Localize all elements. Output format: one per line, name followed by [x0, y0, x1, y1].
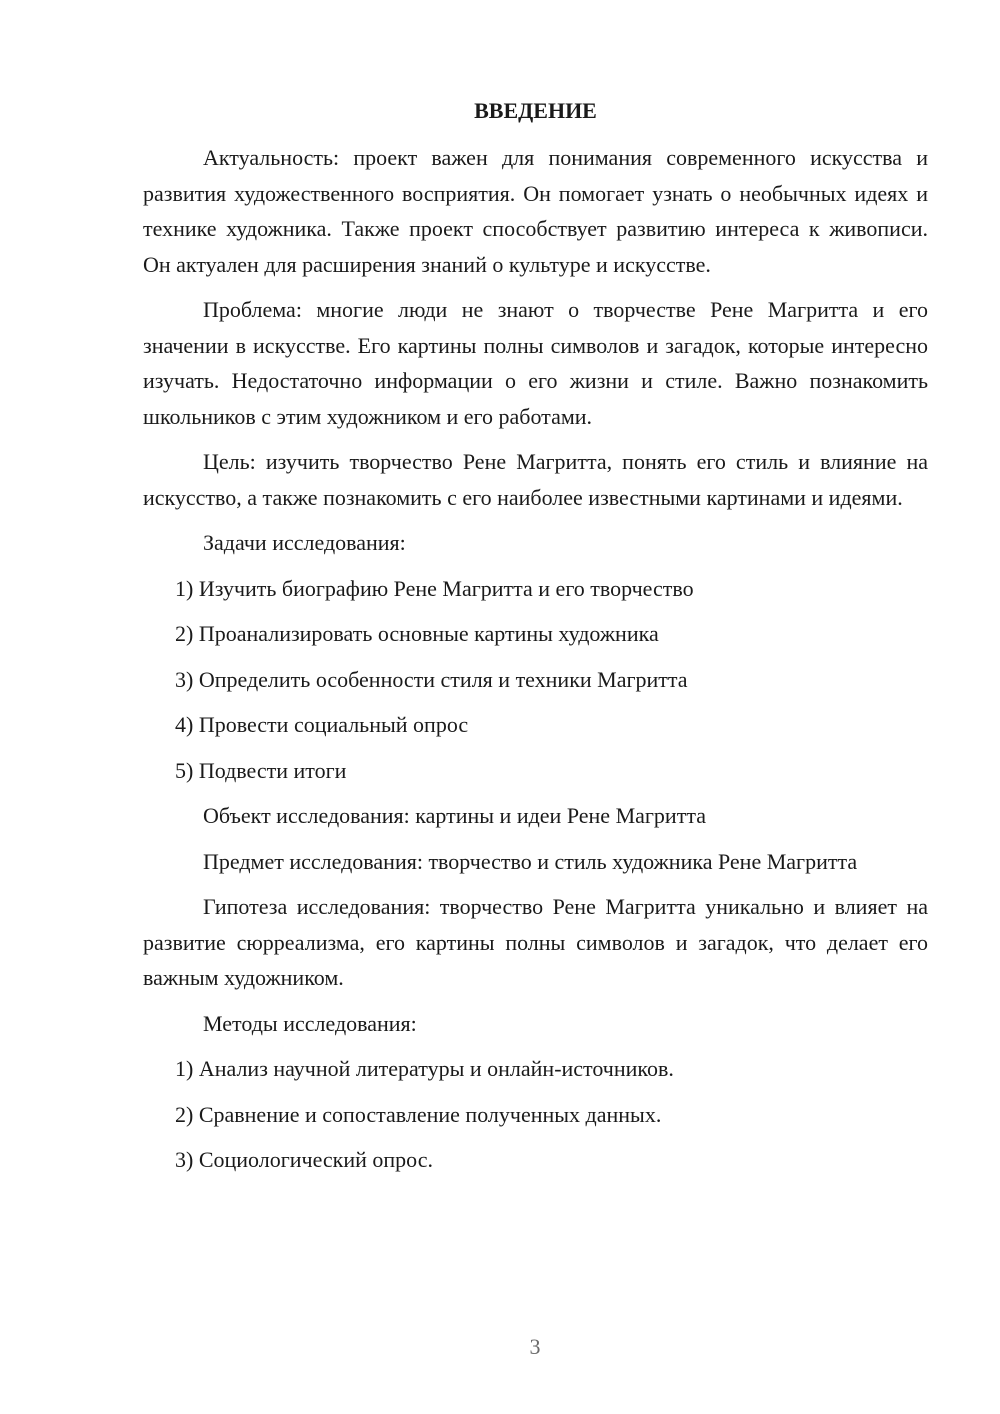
list-item: 3) Социологический опрос.	[175, 1147, 433, 1172]
list-item: 4) Провести социальный опрос	[175, 712, 469, 737]
page-number: 3	[529, 1334, 541, 1359]
list-item: 3) Определить особенности стиля и техники Магритта	[175, 666, 688, 692]
list-item: 1) Анализ научной литературы и онлайн-источников.	[175, 1056, 674, 1081]
methods-heading: Методы исследования:	[203, 1010, 417, 1036]
list-item: 1) Изучить биографию Рене Магритта и его творчество	[175, 575, 694, 601]
methods-list	[143, 1051, 928, 1178]
document-page	[143, 96, 928, 1188]
list-item: 2) Сравнение и сопоставление полученных данных.	[175, 1101, 662, 1127]
list-item: 5) Подвести итоги	[175, 757, 347, 783]
hypothesis-paragraph: Гипотеза исследования: творчество Рене Магритта уникально и влияет на развитие сюрреализма, его картины полны символов и загадок, что делает его важным художником.	[143, 894, 928, 990]
list-item: 2) Проанализировать основные картины художника	[175, 621, 659, 646]
tasks-list	[143, 571, 928, 789]
section-title: ВВЕДЕНИЕ	[474, 98, 597, 123]
tasks-heading: Задачи исследования:	[203, 530, 406, 555]
subject-paragraph: Предмет исследования: творчество и стиль художника Рене Магритта	[203, 848, 858, 874]
object-line: Объект исследования: картины и идеи Рене Магритта	[203, 803, 706, 828]
goal-paragraph: Цель: изучить творчество Рене Магритта, понять его стиль и влияние на искусство, а также познакомить с его наиболее известными картинами и идеями.	[143, 449, 928, 510]
problem-paragraph: Проблема: многие люди не знают о творчестве Рене Магритта и его значении в искусстве. Его картины полны символов и загадок, которые интересно изучать. Недостаточно информации о его жизни и стиле. Важно познакомить школьников с этим художником и его работами.	[143, 297, 928, 429]
relevance-paragraph: Актуальность: проект важен для понимания современного искусства и развития художественного восприятия. Он помогает узнать о необычных идеях и технике художника. Также проект способствует развитию интереса к живописи. Он актуален для расширения знаний о культуре и искусстве.	[143, 145, 928, 277]
